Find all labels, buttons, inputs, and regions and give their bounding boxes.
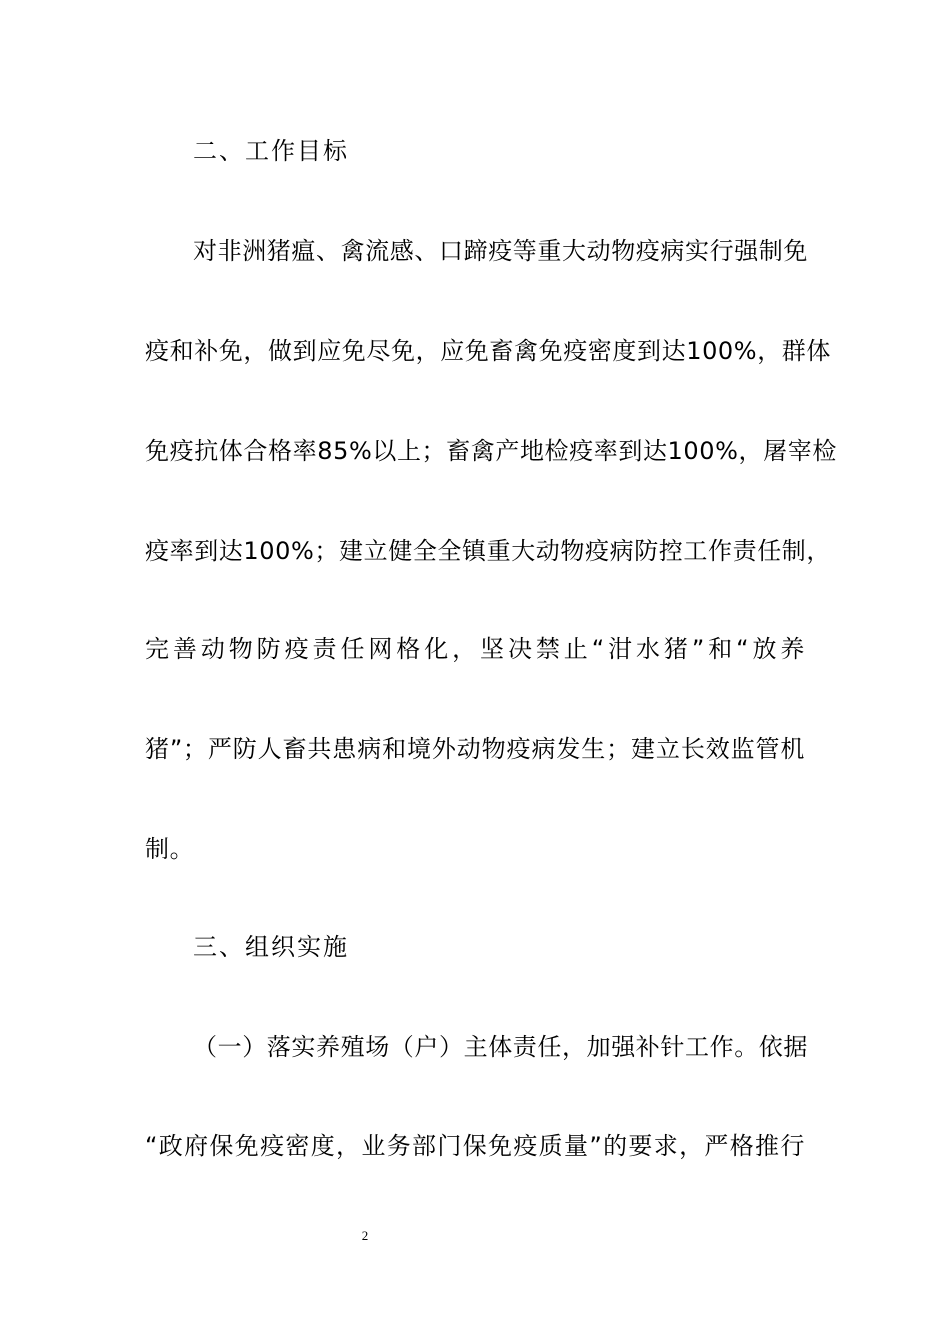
paragraph-line: 猪”；严防人畜共患病和境外动物疫病发生；建立长效监管机	[145, 735, 805, 763]
section-heading-work-goals: 二、工作目标	[193, 137, 349, 165]
paragraph-line: 疫和补免，做到应免尽免，应免畜禽免疫密度到达100%，群体	[145, 337, 832, 365]
paragraph-line: 对非洲猪瘟、禽流感、口蹄疫等重大动物疫病实行强制免	[193, 237, 808, 265]
paragraph-line: 疫率到达100%；建立健全全镇重大动物疫病防控工作责任制，	[145, 537, 832, 565]
paragraph-line: （一）落实养殖场（户）主体责任，加强补针工作。依据	[193, 1033, 808, 1061]
paragraph-line: “政府保免疫密度，业务部门保免疫质量”的要求，严格推行	[145, 1132, 805, 1160]
paragraph-line: 免疫抗体合格率85%以上；畜禽产地检疫率到达100%，屠宰检	[145, 437, 837, 465]
paragraph-line: 制。	[145, 835, 195, 863]
section-heading-organization: 三、组织实施	[193, 933, 349, 961]
paragraph-line: 完善动物防疫责任网格化，坚决禁止“泔水猪”和“放养	[145, 635, 805, 663]
page-number: 2	[361, 1228, 369, 1243]
